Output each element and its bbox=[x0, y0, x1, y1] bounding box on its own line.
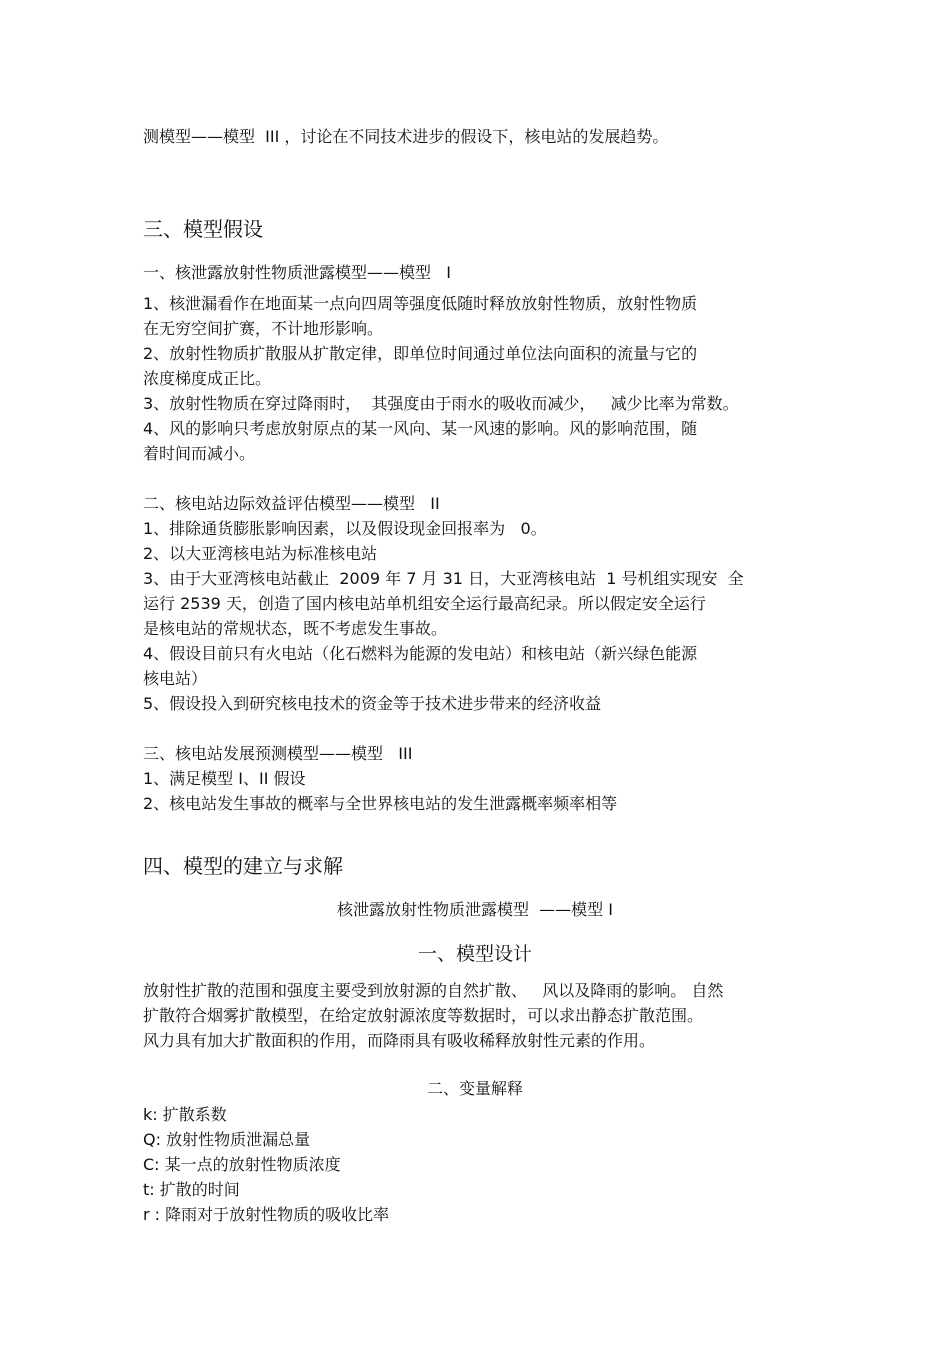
variable-item: t: 扩散的时间 bbox=[143, 1180, 240, 1199]
model-2-line: 运行 2539 天，创造了国内核电站单机组安全运行最高纪录。所以假定安全运行 bbox=[143, 594, 706, 613]
design-line: 风力具有加大扩散面积的作用，而降雨具有吸收稀释放射性元素的作用。 bbox=[143, 1031, 656, 1050]
model-1-line: 2、放射性物质扩散服从扩散定律，即单位时间通过单位法向面积的流量与它的 bbox=[143, 344, 698, 363]
model-2-line: 2、以大亚湾核电站为标准核电站 bbox=[143, 544, 378, 563]
model-1-line: 3、放射性物质在穿过降雨时， 其强度由于雨水的吸收而减少， 减少比率为常数。 bbox=[143, 394, 739, 413]
model-2-line: 1、排除通货膨胀影响因素，以及假设现金回报率为 0。 bbox=[143, 519, 547, 538]
model-1-line: 着时间而减小。 bbox=[143, 444, 256, 463]
intro-tail-line: 测模型——模型 III ，讨论在不同技术进步的假设下，核电站的发展趋势。 bbox=[143, 127, 669, 146]
design-line: 扩散符合烟雾扩散模型，在给定放射源浓度等数据时，可以求出静态扩散范围。 bbox=[143, 1006, 704, 1025]
model-1-heading: 一、核泄露放射性物质泄露模型——模型 I bbox=[143, 263, 451, 282]
variable-item: C: 某一点的放射性物质浓度 bbox=[143, 1155, 341, 1174]
model-2-line: 4、假设目前只有火电站（化石燃料为能源的发电站）和核电站（新兴绿色能源 bbox=[143, 644, 698, 663]
variables-title: 二、变量解释 bbox=[426, 1079, 523, 1098]
model-1-line: 1、核泄漏看作在地面某一点向四周等强度低随时释放放射性物质，放射性物质 bbox=[143, 294, 698, 313]
variable-item: k: 扩散系数 bbox=[143, 1105, 227, 1124]
model-design-title: 一、模型设计 bbox=[417, 943, 532, 965]
design-line: 放射性扩散的范围和强度主要受到放射源的自然扩散、 风以及降雨的影响。 自然 bbox=[143, 981, 724, 1000]
model-2-heading: 二、核电站边际效益评估模型——模型 II bbox=[143, 494, 440, 513]
section-4-title: 四、模型的建立与求解 bbox=[143, 854, 343, 878]
model-2-line: 核电站） bbox=[143, 669, 208, 688]
model-2-line: 5、假设投入到研究核电技术的资金等于技术进步带来的经济收益 bbox=[143, 694, 602, 713]
variable-item: r : 降雨对于放射性物质的吸收比率 bbox=[143, 1205, 390, 1224]
model-2-line: 是核电站的常规状态，既不考虑发生事故。 bbox=[143, 619, 448, 638]
model-3-line: 1、满足模型 I、II 假设 bbox=[143, 769, 306, 788]
model-3-heading: 三、核电站发展预测模型——模型 III bbox=[143, 744, 413, 763]
model-3-line: 2、核电站发生事故的概率与全世界核电站的发生泄露概率频率相等 bbox=[143, 794, 618, 813]
model-2-line: 3、由于大亚湾核电站截止 2009 年 7 月 31 日，大亚湾核电站 1 号机组实现安 全 bbox=[143, 569, 744, 588]
model-1-line: 在无穷空间扩赛，不计地形影响。 bbox=[143, 319, 384, 338]
variable-item: Q: 放射性物质泄漏总量 bbox=[143, 1130, 311, 1149]
section-3-title: 三、模型假设 bbox=[143, 217, 263, 241]
model-1-line: 4、风的影响只考虑放射原点的某一风向、某一风速的影响。风的影响范围，随 bbox=[143, 419, 698, 438]
model-1-subtitle: 核泄露放射性物质泄露模型 ——模型 I bbox=[337, 900, 613, 919]
model-1-line: 浓度梯度成正比。 bbox=[143, 369, 272, 388]
